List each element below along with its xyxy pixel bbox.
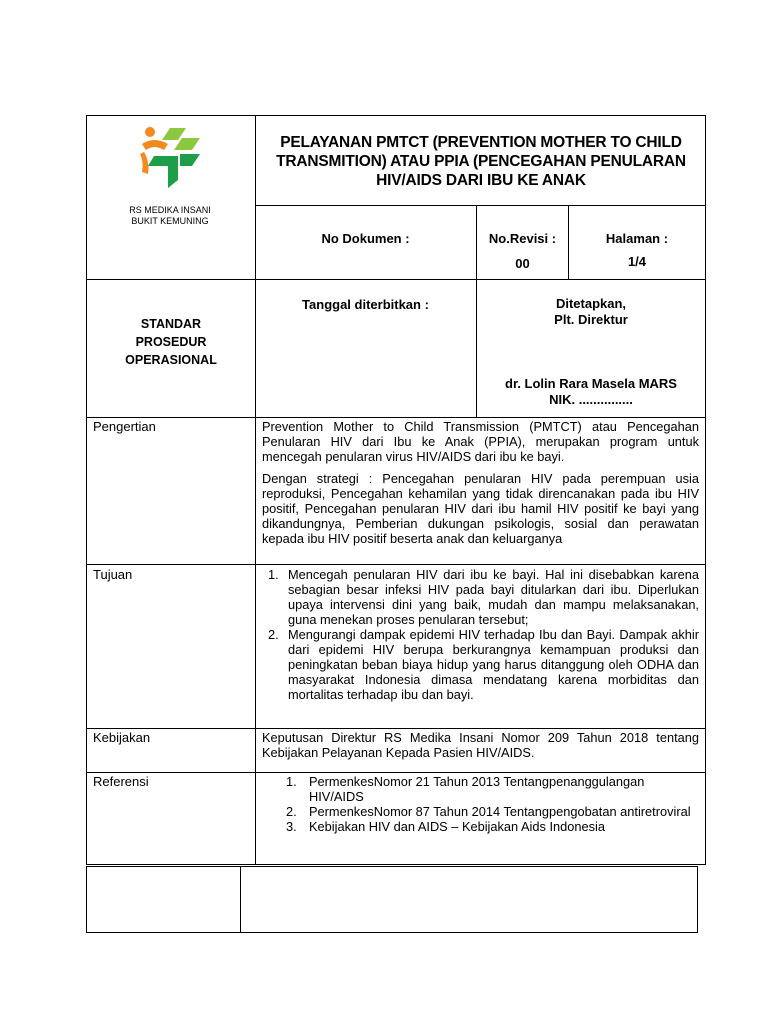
pengertian-paragraph-1: Prevention Mother to Child Transmission (PMTCT) atau Pencegahan Penularan HIV dari Ibu ke Anak (PPIA), merupakan program untuk mencegah penularan virus HIV/AIDS dari ibu ke bayi. xyxy=(262,419,699,464)
column-divider xyxy=(255,115,256,865)
referensi-list xyxy=(262,774,699,834)
no-revisi-label: No.Revisi : xyxy=(488,231,557,246)
footer-border-right xyxy=(697,866,698,933)
tujuan-label: Tujuan xyxy=(93,567,133,582)
halaman-label: Halaman : xyxy=(605,231,669,246)
row-divider xyxy=(255,205,706,206)
row-divider xyxy=(86,772,706,773)
list-number: 3. xyxy=(286,819,297,834)
referensi-label: Referensi xyxy=(93,774,149,789)
list-number: 1. xyxy=(268,567,279,582)
list-item xyxy=(262,774,699,804)
halaman-value: 1/4 xyxy=(627,254,647,269)
list-number: 2. xyxy=(268,627,279,642)
list-item xyxy=(262,567,699,627)
list-item xyxy=(262,627,699,702)
list-text: Mencegah penularan HIV dari ibu ke bayi. Hal ini disebabkan karena sebagian besar infeksi HIV pada bayi ditularkan dari ibu. Diperlukan upaya intervensi dini yang baik, mudah dan mampu melaksanakan, guna menekan proses penularan tersebut; xyxy=(288,567,699,627)
signatory-nik: NIK. ............... xyxy=(549,392,633,407)
list-text: PermenkesNomor 21 Tahun 2013 Tentangpenanggulangan HIV/AIDS xyxy=(309,774,645,804)
pengertian-label: Pengertian xyxy=(93,419,156,434)
document-title: PELAYANAN PMTCT (PREVENTION MOTHER TO CHILD TRANSMITION) ATAU PPIA (PENCEGAHAN PENULARAN HIV/AIDS DARI IBU KE ANAK xyxy=(276,134,686,189)
hospital-logo xyxy=(134,122,206,194)
org-location: BUKIT KEMUNING xyxy=(131,216,209,226)
sop-label: STANDAR PROSEDUR OPERASIONAL xyxy=(125,317,217,367)
table-border-bottom xyxy=(86,864,706,865)
kebijakan-content: Keputusan Direktur RS Medika Insani Nomor 209 Tahun 2018 tentang Kebijakan Pelayanan Kepada Pasien HIV/AIDS. xyxy=(262,730,699,760)
no-dokumen-label: No Dokumen : xyxy=(321,231,410,246)
kebijakan-label: Kebijakan xyxy=(93,730,151,745)
list-text: PermenkesNomor 87 Tahun 2014 Tentangpengobatan antiretroviral xyxy=(309,804,691,819)
signatory-name: dr. Lolin Rara Masela MARS xyxy=(505,376,677,391)
footer-border-bottom xyxy=(86,932,698,933)
pengertian-paragraph-2: Dengan strategi : Pencegahan penularan HIV pada perempuan usia reproduksi, Pencegahan kehamilan yang tidak direncanakan pada ibu HIV positif, Pencegahan penularan HIV dari ibu hamil HIV positif ke bayi yang dikandungnya, Pemberian dukungan psikologis, sosial dan perawatan kepada ibu HIV positif beserta anak dan keluarganya xyxy=(262,471,699,546)
list-number: 1. xyxy=(286,774,297,789)
table-border-right xyxy=(705,115,706,865)
list-item xyxy=(262,819,699,834)
list-text: Kebijakan HIV dan AIDS – Kebijakan Aids Indonesia xyxy=(309,819,605,834)
row-divider xyxy=(86,279,706,280)
row-divider xyxy=(86,417,706,418)
tujuan-list xyxy=(262,567,699,702)
hospital-logo-icon xyxy=(134,122,206,194)
footer-border-left xyxy=(86,866,87,933)
no-revisi-value: 00 xyxy=(515,256,530,271)
row-divider xyxy=(86,728,706,729)
footer-border-top xyxy=(86,866,698,867)
table-border-left xyxy=(86,115,87,865)
tanggal-diterbitkan-label: Tanggal diterbitkan : xyxy=(302,297,429,312)
referensi-content xyxy=(262,774,699,834)
pengertian-content xyxy=(262,419,699,546)
org-name: RS MEDIKA INSANI xyxy=(129,205,211,215)
table-border-top xyxy=(86,115,706,116)
footer-divider xyxy=(240,866,241,933)
ditetapkan-label: Ditetapkan, xyxy=(555,296,627,311)
jabatan-label: Plt. Direktur xyxy=(554,312,628,327)
list-item xyxy=(262,804,699,819)
row-divider xyxy=(86,564,706,565)
list-number: 2. xyxy=(286,804,297,819)
list-text: Mengurangi dampak epidemi HIV terhadap Ibu dan Bayi. Dampak akhir dari epidemi HIV berupa berkurangnya kemampuan produksi dan peningkatan beban biaya hidup yang harus ditanggung oleh ODHA dan masyarakat Indonesia dimasa mendatang karena morbiditas dan mortalitas terhadap ibu dan bayi. xyxy=(288,627,699,702)
tujuan-content xyxy=(262,567,699,702)
